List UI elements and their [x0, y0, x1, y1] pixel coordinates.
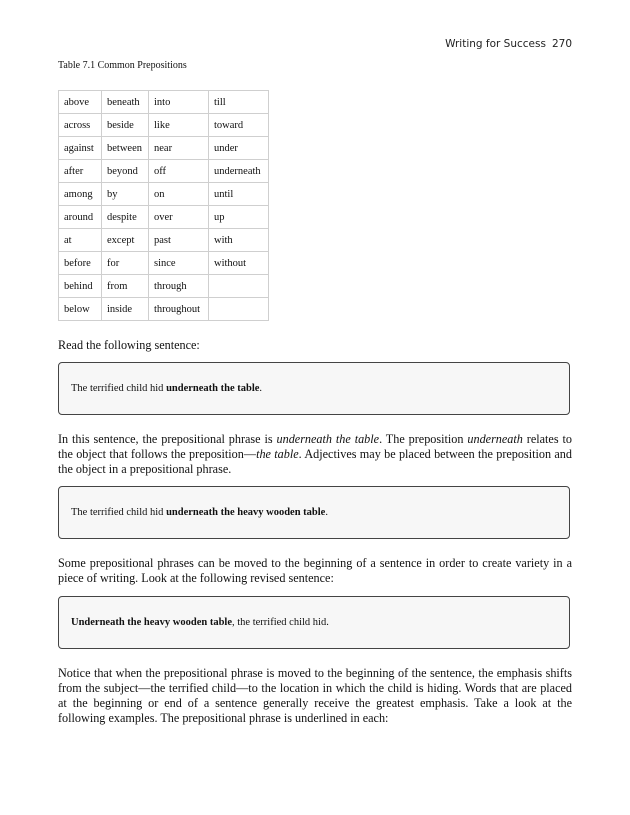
explanation-paragraph: In this sentence, the prepositional phrase is underneath the table. The preposition underneath relates to the object that follows the preposition—the table. Adjectives may be placed between the preposition and the object in a prepositional phrase.	[58, 432, 572, 476]
table-cell: toward	[209, 114, 269, 137]
emphasis-paragraph: Notice that when the prepositional phrase is moved to the beginning of the sentence, the emphasis shifts from the subject—the terrified child—to the location in which the child is hiding. Words that are placed at the beginning or end of a sentence generally receive the greatest emphasis. Take a look at the following examples. The prepositional phrase is underlined in each:	[58, 666, 572, 725]
table-cell: underneath	[209, 160, 269, 183]
intro-paragraph: Read the following sentence:	[58, 338, 200, 352]
table-cell: above	[59, 91, 102, 114]
table-cell: after	[59, 160, 102, 183]
table-cell: from	[102, 275, 149, 298]
example-text: .	[259, 383, 263, 394]
table-cell: since	[149, 252, 209, 275]
table-row	[59, 137, 269, 160]
table-row	[59, 114, 269, 137]
table-cell: under	[209, 137, 269, 160]
table-cell: by	[102, 183, 149, 206]
table-cell: without	[209, 252, 269, 275]
table-cell: despite	[102, 206, 149, 229]
example-sentence	[71, 383, 262, 394]
table-cell: before	[59, 252, 102, 275]
example-text: , the terrified child hid.	[232, 617, 329, 628]
prepositional-phrase: underneath the table	[166, 383, 260, 394]
table-caption: Table 7.1 Common Prepositions	[58, 60, 187, 71]
example-text: The terrified child hid	[71, 383, 167, 394]
example-sentence-box	[58, 486, 570, 539]
table-cell	[209, 275, 269, 298]
table-cell: on	[149, 183, 209, 206]
table-row	[59, 298, 269, 321]
table-row	[59, 229, 269, 252]
table-cell: around	[59, 206, 102, 229]
example-sentence-box	[58, 596, 570, 649]
prepositional-phrase: underneath the heavy wooden table	[166, 507, 326, 518]
table-cell: until	[209, 183, 269, 206]
table-cell: beneath	[102, 91, 149, 114]
table-cell: near	[149, 137, 209, 160]
table-cell: except	[102, 229, 149, 252]
table-cell: for	[102, 252, 149, 275]
prepositions-table	[58, 90, 269, 321]
example-sentence-box	[58, 362, 570, 415]
page-number: 270	[551, 38, 572, 50]
table-cell: beyond	[102, 160, 149, 183]
prepositional-phrase: Underneath the heavy wooden table	[71, 617, 233, 628]
table-cell: with	[209, 229, 269, 252]
table-row	[59, 206, 269, 229]
table-cell: past	[149, 229, 209, 252]
table-cell: off	[149, 160, 209, 183]
example-sentence	[71, 617, 329, 628]
table-cell: throughout	[149, 298, 209, 321]
table-row	[59, 275, 269, 298]
table-row	[59, 183, 269, 206]
table-cell: up	[209, 206, 269, 229]
table-cell: inside	[102, 298, 149, 321]
table-cell: below	[59, 298, 102, 321]
example-text: .	[325, 507, 328, 518]
running-header	[445, 38, 572, 50]
example-sentence	[71, 507, 328, 518]
table-cell: between	[102, 137, 149, 160]
example-text: The terrified child hid	[71, 507, 167, 518]
table-cell: like	[149, 114, 209, 137]
table-cell: through	[149, 275, 209, 298]
table-cell: among	[59, 183, 102, 206]
variety-paragraph: Some prepositional phrases can be moved to the beginning of a sentence in order to create variety in a piece of writing. Look at the following revised sentence:	[58, 556, 572, 585]
table-cell: beside	[102, 114, 149, 137]
table-cell: at	[59, 229, 102, 252]
header-title: Writing for Success	[445, 38, 546, 50]
table-cell: against	[59, 137, 102, 160]
table-cell: till	[209, 91, 269, 114]
table-cell: across	[59, 114, 102, 137]
table-cell: into	[149, 91, 209, 114]
table-row	[59, 160, 269, 183]
table-row	[59, 91, 269, 114]
table-cell: over	[149, 206, 209, 229]
table-row	[59, 252, 269, 275]
table-cell	[209, 298, 269, 321]
table-cell: behind	[59, 275, 102, 298]
